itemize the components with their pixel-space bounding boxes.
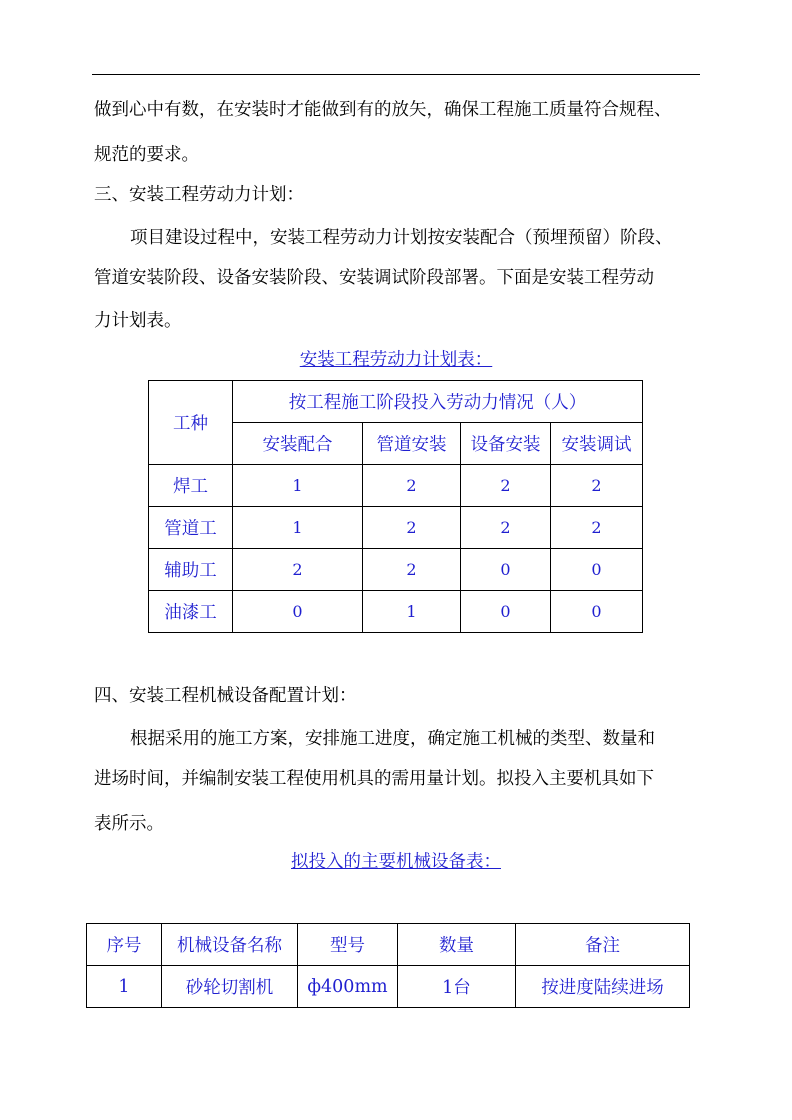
- stage-header: 设备安装: [461, 423, 551, 465]
- value-cell: 2: [461, 465, 551, 507]
- table-row: [149, 465, 643, 507]
- trade-cell: 辅助工: [149, 549, 233, 591]
- equipment-table: [86, 923, 690, 1008]
- trade-cell: 油漆工: [149, 591, 233, 633]
- value-cell: 0: [551, 591, 643, 633]
- table-row: [87, 966, 690, 1008]
- section3-line-2: 管道安装阶段、设备安装阶段、安装调试阶段部署。下面是安装工程劳动: [94, 268, 654, 288]
- trade-cell: 管道工: [149, 507, 233, 549]
- quantity-cell: 1台: [398, 966, 516, 1008]
- equipment-table-caption: 拟投入的主要机械设备表：: [291, 852, 501, 872]
- value-cell: 2: [461, 507, 551, 549]
- trade-cell: 焊工: [149, 465, 233, 507]
- value-cell: 2: [363, 465, 461, 507]
- col-header-seq: 序号: [87, 924, 162, 966]
- col-header-quantity: 数量: [398, 924, 516, 966]
- value-cell: 1: [233, 465, 363, 507]
- header-rule: [92, 74, 700, 75]
- value-cell: 2: [363, 549, 461, 591]
- col-header-name: 机械设备名称: [162, 924, 298, 966]
- value-cell: 1: [233, 507, 363, 549]
- value-cell: 2: [551, 507, 643, 549]
- value-cell: 2: [551, 465, 643, 507]
- col-header-model: 型号: [298, 924, 398, 966]
- value-cell: 0: [551, 549, 643, 591]
- stage-header: 管道安装: [363, 423, 461, 465]
- table-row: [149, 549, 643, 591]
- stage-header: 安装配合: [233, 423, 363, 465]
- section4-line-3: 表所示。: [94, 814, 164, 834]
- section4-heading: 四、安装工程机械设备配置计划：: [94, 686, 357, 706]
- section3-line-3: 力计划表。: [94, 311, 182, 331]
- section4-line-2: 进场时间，并编制安装工程使用机具的需用量计划。拟投入主要机具如下: [94, 769, 654, 789]
- section4-line-1: 根据采用的施工方案，安排施工进度，确定施工机械的类型、数量和: [130, 729, 655, 749]
- col-header-trade: 工种: [149, 381, 233, 465]
- section3-heading: 三、安装工程劳动力计划：: [94, 185, 304, 205]
- remarks-cell: 按进度陆续进场: [516, 966, 690, 1008]
- labor-table-caption: 安装工程劳动力计划表：: [299, 350, 493, 370]
- table-row: [149, 507, 643, 549]
- stage-header: 安装调试: [551, 423, 643, 465]
- value-cell: 0: [461, 591, 551, 633]
- value-cell: 1: [363, 591, 461, 633]
- intro-line-1: 做到心中有数，在安装时才能做到有的放矢，确保工程施工质量符合规程、: [94, 100, 672, 120]
- value-cell: 2: [363, 507, 461, 549]
- seq-cell: 1: [87, 966, 162, 1008]
- labor-plan-table: [148, 380, 643, 633]
- group-header: 按工程施工阶段投入劳动力情况（人）: [233, 381, 643, 423]
- table-row: [149, 591, 643, 633]
- value-cell: 2: [233, 549, 363, 591]
- value-cell: 0: [233, 591, 363, 633]
- col-header-remarks: 备注: [516, 924, 690, 966]
- model-cell: ф400mm: [298, 966, 398, 1008]
- name-cell: 砂轮切割机: [162, 966, 298, 1008]
- section3-line-1: 项目建设过程中，安装工程劳动力计划按安装配合（预埋预留）阶段、: [130, 228, 673, 248]
- value-cell: 0: [461, 549, 551, 591]
- intro-line-2: 规范的要求。: [94, 145, 199, 165]
